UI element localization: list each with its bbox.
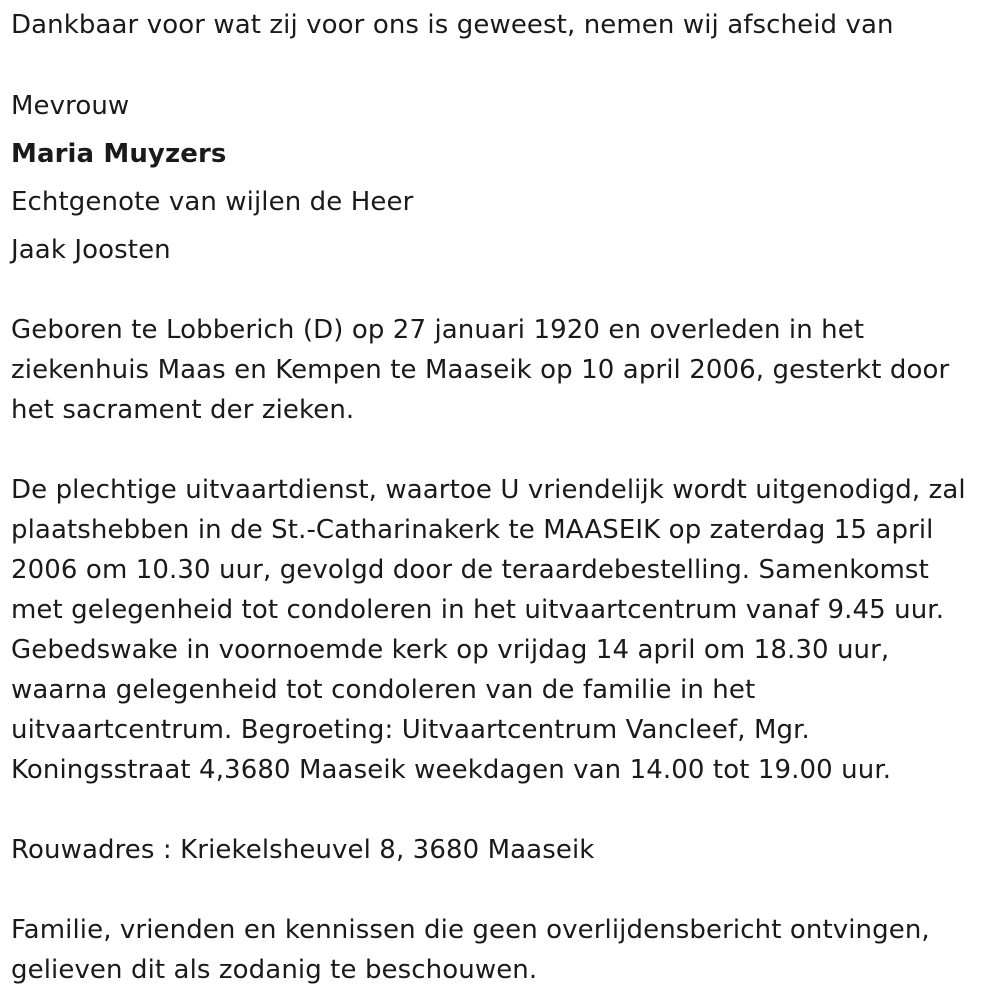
paragraph-line: Familie, vrienden en kennissen die geen overlijdensbericht ontvingen, <box>11 915 930 945</box>
salutation: Mevrouw <box>11 91 130 121</box>
paragraph-line: plaatshebben in de St.-Catharinakerk te MAASEIK op zaterdag 15 april <box>11 515 934 545</box>
paragraph-line: waarna gelegenheid tot condoleren van de familie in het <box>11 675 756 705</box>
paragraph-line: Geboren te Lobberich (D) op 27 januari 1920 en overleden in het <box>11 315 865 345</box>
paragraph-line: gelieven dit als zodanig te beschouwen. <box>11 955 538 985</box>
paragraph-line: ziekenhuis Maas en Kempen te Maaseik op 10 april 2006, gesterkt door <box>11 355 950 385</box>
birth-death-paragraph <box>11 310 996 430</box>
paragraph-line: Gebedswake in voornoemde kerk op vrijdag 14 april om 18.30 uur, <box>11 635 890 665</box>
paragraph-line: De plechtige uitvaartdienst, waartoe U vriendelijk wordt uitgenodigd, zal <box>11 475 966 505</box>
paragraph-line: uitvaartcentrum. Begroeting: Uitvaartcentrum Vancleef, Mgr. <box>11 715 810 745</box>
mourning-address: Rouwadres : Kriekelsheuvel 8, 3680 Maaseik <box>11 835 595 865</box>
spouse-name: Jaak Joosten <box>11 235 171 265</box>
paragraph-line: Koningsstraat 4,3680 Maaseik weekdagen van 14.00 tot 19.00 uur. <box>11 755 892 785</box>
paragraph-line: 2006 om 10.30 uur, gevolgd door de teraardebestelling. Samenkomst <box>11 555 929 585</box>
closing-paragraph <box>11 910 996 990</box>
ceremony-paragraph <box>11 470 996 790</box>
paragraph-line: het sacrament der zieken. <box>11 395 355 425</box>
intro-text: Dankbaar voor wat zij voor ons is geweest, nemen wij afscheid van <box>11 10 894 40</box>
paragraph-line: met gelegenheid tot condoleren in het uitvaartcentrum vanaf 9.45 uur. <box>11 595 945 625</box>
deceased-name: Maria Muyzers <box>11 139 227 169</box>
relation-text: Echtgenote van wijlen de Heer <box>11 187 414 217</box>
